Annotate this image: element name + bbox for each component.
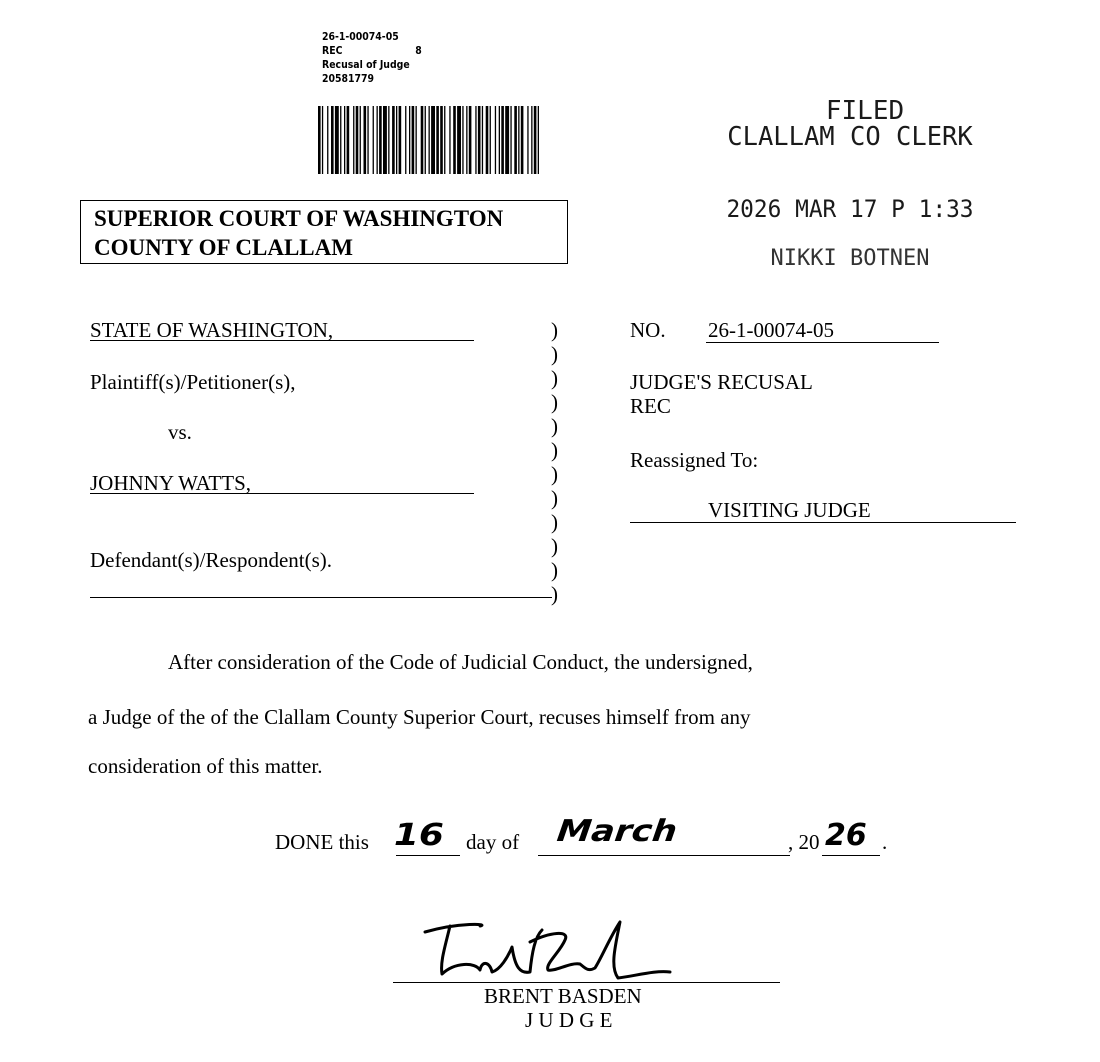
label-doc-code-row	[322, 44, 526, 58]
defendant-role: Defendant(s)/Respondent(s).	[90, 548, 333, 572]
month-underline	[538, 855, 790, 856]
barcode-label	[322, 30, 526, 86]
stamp-filed: FILED	[825, 96, 905, 126]
label-doc-id: 20581779	[322, 72, 375, 85]
reassigned-underline	[630, 522, 1016, 523]
defendant-name: JOHNNY WATTS,	[90, 471, 252, 495]
versus: vs.	[168, 420, 192, 444]
done-period: .	[882, 830, 888, 854]
barcode-image	[318, 106, 542, 174]
done-day-handwritten: 16	[393, 818, 444, 853]
label-doc-type: Recusal of Judge	[322, 58, 410, 71]
done-month-handwritten: March	[555, 814, 679, 849]
case-number-underline	[706, 342, 939, 343]
reassigned-label: Reassigned To:	[630, 448, 759, 472]
filed-stamp	[710, 98, 990, 272]
court-name: SUPERIOR COURT OF WASHINGTON	[94, 206, 504, 231]
done-year-prefix: , 20	[788, 830, 820, 854]
done-day-of: day of	[466, 830, 520, 854]
judge-title: J U D G E	[525, 1008, 613, 1032]
label-doc-code: REC	[322, 44, 343, 57]
judge-signature	[420, 912, 680, 984]
plaintiff-role: Plaintiff(s)/Petitioner(s),	[90, 370, 296, 394]
judge-name: BRENT BASDEN	[484, 984, 642, 1008]
court-county: COUNTY OF CLALLAM	[94, 235, 353, 260]
court-header-box	[80, 200, 568, 264]
defendant-underline	[90, 493, 474, 494]
label-page-count: 8	[415, 44, 422, 57]
signature-line	[393, 982, 780, 983]
plaintiff-underline	[90, 340, 474, 341]
day-underline	[396, 855, 460, 856]
label-case-number: 26-1-00074-05	[322, 30, 399, 43]
stamp-clerk-name: NIKKI BOTNEN	[770, 246, 930, 271]
year-underline	[822, 855, 880, 856]
case-number-label: NO.	[630, 318, 666, 342]
plaintiff-name: STATE OF WASHINGTON,	[90, 318, 334, 342]
reassigned-to: VISITING JUDGE	[708, 498, 871, 522]
caption-parentheses: ) ) ) ) ) ) ) ) ) ) ) )	[551, 318, 558, 606]
done-prefix: DONE this	[275, 830, 369, 854]
body-line-1: After consideration of the Code of Judicial Conduct, the undersigned,	[168, 650, 753, 674]
done-year-handwritten: 26	[825, 818, 867, 853]
document-title: JUDGE'S RECUSAL	[630, 370, 813, 394]
document-code: REC	[630, 394, 671, 418]
caption-bottom-rule	[90, 597, 552, 598]
case-number: 26-1-00074-05	[708, 318, 834, 342]
stamp-clerk: CLALLAM CO CLERK	[727, 122, 973, 152]
body-line-2: a Judge of the of the Clallam County Superior Court, recuses himself from any	[88, 705, 751, 729]
stamp-datetime: 2026 MAR 17 P 1:33	[726, 195, 974, 223]
body-line-3: consideration of this matter.	[88, 754, 323, 778]
